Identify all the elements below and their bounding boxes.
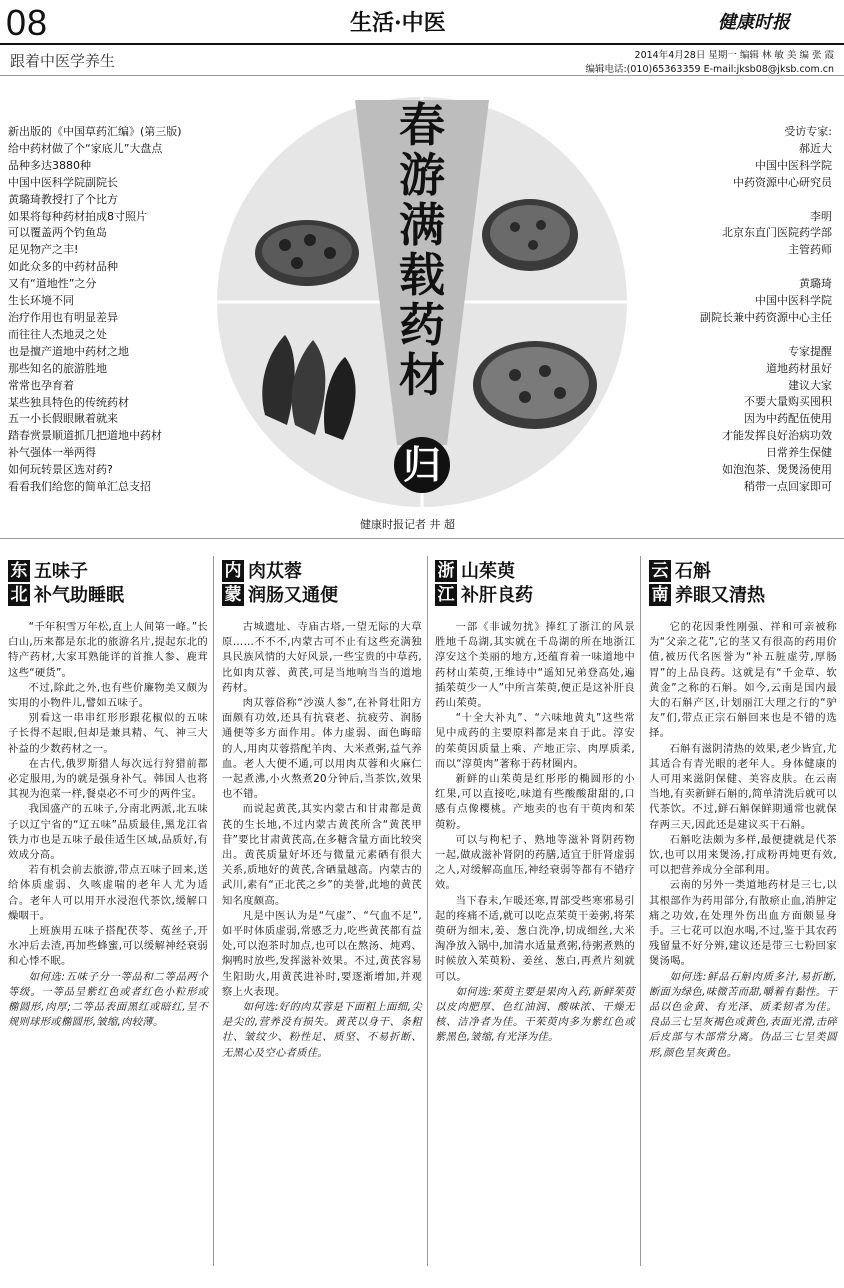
intro-line: 如何玩转景区选对药? bbox=[8, 463, 113, 477]
intro-line: 五一小长假眼瞅着就来 bbox=[8, 412, 118, 426]
expert-line: 中国中医科学院 bbox=[755, 294, 832, 308]
intro-text bbox=[8, 124, 268, 496]
herb-benefit: 补气助睡眠 bbox=[34, 585, 124, 606]
expert-line bbox=[652, 192, 832, 209]
region-badge bbox=[8, 560, 30, 606]
region-char: 内 bbox=[222, 560, 244, 582]
expert-line: 主管药师 bbox=[788, 243, 832, 257]
herb-name: 五味子 bbox=[34, 561, 88, 582]
date-editors: 2014年4月28日 星期一 编辑 林 敏 美 编 张 霞 bbox=[634, 50, 834, 61]
feature-title-end: 归 bbox=[402, 442, 441, 487]
expert-line: 才能发挥良好治病功效 bbox=[722, 429, 832, 443]
intro-line: 黄璐琦教授打了个比方 bbox=[8, 192, 118, 206]
expert-line: 中国中医科学院 bbox=[755, 158, 832, 172]
expert-line: 不要大量购买囤积 bbox=[744, 395, 832, 409]
header-underline bbox=[0, 75, 844, 76]
article-zhejiang bbox=[435, 560, 635, 1046]
intro-line: 品种多达3880种 bbox=[8, 158, 91, 172]
intro-line: 又有“道地性”之分 bbox=[8, 277, 97, 291]
paragraph: 古城遗址、寺庙古塔,一望无际的大草原……不不不,内蒙古可不止有这些充满独具民族风情的大好风景,一些宝贵的中草药,比如肉苁蓉、黄芪,可是当地响当当的道地药材。 bbox=[222, 621, 422, 694]
herb-benefit: 养眼又清热 bbox=[675, 585, 765, 606]
region-badge bbox=[435, 560, 457, 606]
expert-line: 中药资源中心研究员 bbox=[733, 175, 832, 189]
column-divider bbox=[640, 556, 641, 1266]
expert-line: 黄璐琦 bbox=[799, 277, 832, 291]
paragraph: 石斛吃法颇为多样,最便捷就是代茶饮,也可以用来煲汤,打成粉再炖更有效,可以把营养成分全部利用。 bbox=[649, 833, 837, 877]
masthead-logo: 健康时报 bbox=[718, 12, 790, 33]
region-char: 北 bbox=[8, 584, 30, 606]
herb-cornus-icon bbox=[482, 199, 578, 271]
paragraph: “千年积雪万年松,直上人间第一峰。”长白山,历来都是东北的旅游名片,提起东北的特产药材,大家耳熟能详的首推人参、鹿茸这些“硬货”。 bbox=[8, 621, 208, 679]
paragraph: 凡是中医认为是“气虚”、“气血不足”,如平时体质虚弱,常感乏力,吃些黄芪都有益处,可以泡茶时加点,也可以在熬汤、炖鸡、焖鸭时放些,发挥滋补效果。不过,黄芪容易生阳助火,用黄芪进补时,要逐渐增加,并观察上火表现。 bbox=[222, 909, 422, 998]
paragraph: 在古代,俄罗斯猎人每次远行狩猎前都必定服用,为的就是强身补气。韩国人也将其视为泡菜一样,餐桌必不可少的两件宝。 bbox=[8, 757, 208, 801]
region-char: 南 bbox=[649, 584, 671, 606]
expert-line: 日常养生保健 bbox=[766, 446, 832, 460]
article-northeast bbox=[8, 560, 208, 1030]
article-body bbox=[649, 620, 837, 1061]
article-header bbox=[8, 560, 208, 612]
page-number: 08 bbox=[6, 2, 49, 43]
byline: 健康时报记者 井 超 bbox=[360, 518, 455, 531]
expert-line: 稍带一点回家即可 bbox=[744, 479, 832, 493]
paragraph: 当下春末,乍暖还寒,胃部受些寒邪易引起的疼痛不适,就可以吃点茱萸干姜粥,将茱萸研为细末,姜、葱白洗净,切成细丝,大米淘净放入锅中,加清水适量煮粥,待粥煮熟的时候放入茱萸粉、姜丝、葱白,再煮片刻就可以。 bbox=[435, 894, 635, 983]
intro-line: 中国中医科学院副院长 bbox=[8, 175, 118, 189]
paragraph: 肉苁蓉俗称“沙漠人参”,在补肾壮阳方面颇有功效,还具有抗衰老、抗疲劳、润肠通便等多方面作用。体力虚弱、面色晦暗的人,用肉苁蓉搭配羊肉、大米煮粥,益气养血。老人大便不通,可以用肉苁蓉和火麻仁一起煮沸,小火熬煮20分钟后,当茶饮,效果也不错。 bbox=[222, 697, 422, 801]
intro-line: 治疗作用也有明显差异 bbox=[8, 310, 118, 324]
paragraph: 云南的另外一类道地药材是三七,以其根部作为药用部分,有散瘀止血,消肿定痛之功效,在处理外伤出血方面颇显身手。三七花可以泡水喝,不过,鉴于其农药残留量不好分辨,建议还是带三七粉回家煲汤喝。 bbox=[649, 879, 837, 968]
how-to-choose: 如何选:茱萸主要是果肉入药,新鲜茱萸以皮肉肥厚、色红油润、酸味浓、干燥无核、洁净者为佳。干茱萸肉多为紫红色或紫黑色,皱缩,有光泽为佳。 bbox=[435, 985, 635, 1044]
paragraph: 而说起黄芪,其实内蒙古和甘肃都是黄芪的生长地,不过内蒙古黄芪所含“黄芪甲苷”要比甘肃黄芪高,在多糖含量方面比较突出。黄芪质量好坏还与微量元素硒有很大关系,质地好的黄芪,含硒量越高。内蒙古的武川,素有“正北芪之乡”的美誉,此地的黄芪知名度颇高。 bbox=[222, 803, 422, 907]
column-name: 跟着中医学养生 bbox=[10, 52, 116, 70]
region-char: 东 bbox=[8, 560, 30, 582]
article-header bbox=[222, 560, 422, 612]
paragraph: “十全大补丸”、“六味地黄丸”这些常见中成药的主要原料都是来自于此。淳安的茱萸因质量上乘、产地正宗、肉厚质柔,而以“淳萸肉”著称于药材圈内。 bbox=[435, 712, 635, 770]
expert-line: 北京东直门医院药学部 bbox=[722, 226, 832, 240]
header-rule bbox=[0, 43, 844, 45]
intro-line: 那些知名的旅游胜地 bbox=[8, 361, 107, 375]
how-to-choose: 如何选:好的肉苁蓉是下面粗上面细,尖是尖的,营养没有损失。黄芪以身干、条粗壮、皱纹少、粉性足、质坚、不易折断、无黑心及空心者质佳。 bbox=[222, 1001, 422, 1059]
herb-benefit: 补肝良药 bbox=[461, 585, 533, 606]
expert-line: 如泡泡茶、煲煲汤使用 bbox=[722, 463, 832, 477]
expert-line: 建议大家 bbox=[788, 378, 832, 392]
intro-line: 生长环境不同 bbox=[8, 294, 74, 308]
expert-line: 受访专家: bbox=[784, 125, 832, 138]
column-divider bbox=[427, 556, 428, 1266]
feature-title: 春游满载药材 bbox=[399, 98, 445, 402]
article-body bbox=[435, 620, 635, 1046]
herb-name: 石斛 bbox=[675, 561, 711, 582]
intro-line: 足见物产之丰! bbox=[8, 243, 79, 257]
article-title bbox=[248, 560, 338, 608]
intro-line: 可以覆盖两个钓鱼岛 bbox=[8, 226, 107, 240]
region-char: 蒙 bbox=[222, 584, 244, 606]
expert-line: 因为中药配伍使用 bbox=[744, 412, 832, 426]
intro-line: 常常也孕育着 bbox=[8, 378, 74, 392]
article-inner-mongolia bbox=[222, 560, 422, 1061]
expert-line: 道地药材虽好 bbox=[766, 361, 832, 375]
region-char: 江 bbox=[435, 584, 457, 606]
paragraph: 别看这一串串红形形跟花椒似的五味子长得不起眼,但却是兼具精、气、神三大补益的少数药材之一。 bbox=[8, 712, 208, 755]
intro-line: 踏春赏景顺道抓几把道地中药材 bbox=[8, 429, 162, 443]
article-title bbox=[34, 560, 124, 608]
how-to-choose: 如何选:五味子分一等品和二等品两个等级。一等品呈紫红色或者红色小粒形或椭圆形,肉厚;二等品表面黑红或暗红,呈不规则球形或椭圆形,皱缩,肉较薄。 bbox=[8, 970, 208, 1029]
section-rule bbox=[0, 538, 844, 539]
intro-line: 也是擅产道地中药材之地 bbox=[8, 344, 129, 358]
contact-line: 编辑电话:(010)65363359 E-mail:jksb08@jksb.com.cn bbox=[585, 64, 834, 75]
article-title bbox=[675, 560, 765, 608]
intro-line: 而往往人杰地灵之处 bbox=[8, 327, 107, 341]
expert-line: 郝近大 bbox=[799, 141, 832, 155]
herb-benefit: 润肠又通便 bbox=[248, 585, 338, 606]
article-header bbox=[435, 560, 635, 612]
expert-line: 李明 bbox=[810, 209, 832, 223]
expert-line: 专家提醒 bbox=[788, 344, 832, 358]
expert-line: 副院长兼中药资源中心主任 bbox=[700, 310, 832, 324]
paragraph: 上班族用五味子搭配茯苓、菟丝子,开水冲后去渣,再加些蜂蜜,可以缓解神经衰弱和心悸不眠。 bbox=[8, 925, 208, 968]
region-char: 浙 bbox=[435, 560, 457, 582]
article-yunnan bbox=[649, 560, 837, 1061]
paragraph: 不过,除此之外,也有些价廉物美又颇为实用的小物件儿,譬如五味子。 bbox=[8, 681, 208, 710]
paragraph: 若有机会前去旅游,带点五味子回来,送给体质虚弱、久咳虚喘的老年人尤为适合。老年人可以用开水浸泡代茶饮,缓解口燥咽干。 bbox=[8, 864, 208, 922]
herb-name: 山茱萸 bbox=[461, 561, 515, 582]
paragraph: 可以与枸杞子、熟地等滋补肾阴药物一起,做成滋补肾阴的药膳,适宜于肝肾虚弱之人,对缓解高血压,神经衰弱等都有不错疗效。 bbox=[435, 833, 635, 892]
column-divider bbox=[213, 556, 214, 1266]
article-body bbox=[222, 620, 422, 1061]
experts-text bbox=[652, 124, 832, 496]
paragraph: 它的花因秉性刚强、祥和可亲被称为“父亲之花”,它的茎又有很高的药用价值,被历代名医誉为“补五脏虚劳,厚肠胃”的上品良药。这就是有“千金草、软黄金”之称的石斛。如今,云南是国内最大的石斛产区,计划丽江大理之行的“驴友”们,带点正宗石斛回来也是不错的选择。 bbox=[649, 621, 837, 740]
intro-line: 给中药材做了个“家底儿”大盘点 bbox=[8, 141, 163, 155]
article-header bbox=[649, 560, 837, 612]
herb-dendrobium-icon bbox=[473, 341, 597, 429]
how-to-choose: 如何选:鲜品石斛肉质多汁,易折断,断面为绿色,味微苦而甜,嚼着有黏性。干品以色金黄、有光泽、质柔韧者为佳。良品三七呈灰褐色或黄色,表面光滑,击碎后皮部与木部常分离。伪品三七呈类圆形,颜色呈灰黄色。 bbox=[649, 970, 837, 1059]
region-badge bbox=[649, 560, 671, 606]
herb-name: 肉苁蓉 bbox=[248, 561, 302, 582]
intro-line: 补气强体一举两得 bbox=[8, 446, 96, 460]
intro-line: 看看我们给您的简单汇总支招 bbox=[8, 480, 151, 494]
intro-line: 如果将每种药材拍成8寸照片 bbox=[8, 209, 147, 223]
section-title: 生活·中医 bbox=[350, 10, 446, 36]
expert-line bbox=[652, 327, 832, 344]
region-badge bbox=[222, 560, 244, 606]
herb-schisandra-icon bbox=[255, 220, 359, 286]
expert-line bbox=[652, 259, 832, 276]
paragraph: 我国盛产的五味子,分南北两派,北五味子以辽宁省的“辽五味”品质最佳,黑龙江省铁力市也是五味子最佳适生区域,品质好,有效成分高。 bbox=[8, 803, 208, 862]
intro-line: 如此众多的中药材品种 bbox=[8, 260, 118, 274]
intro-line: 新出版的《中国草药汇编》(第三版) bbox=[8, 125, 182, 138]
intro-line: 某些独具特色的传统药材 bbox=[8, 395, 129, 409]
paragraph: 一部《非诚勿扰》捧红了浙江的风景胜地千岛湖,其实就在千岛湖的所在地浙江淳安这个美丽的地方,还蕴育着一味道地中药材山茱萸,王维诗中“遥知兄弟登高处,遍插茱萸少一人”中所言茱萸,便正是这补肝良药山茱萸。 bbox=[435, 621, 635, 710]
article-body bbox=[8, 620, 208, 1030]
paragraph: 新鲜的山茱萸是红彤彤的椭圆形的小红果,可以直接吃,味道有些酸酸甜甜的,口感有点像樱桃。产地卖的也有干萸肉和茱萸粉。 bbox=[435, 773, 635, 831]
paragraph: 石斛有滋阴清热的效果,老少皆宜,尤其适合有青光眼的老年人。身体健康的人可用来滋阴保健、美容皮肤。在云南当地,有卖新鲜石斛的,简单清洗后就可以代茶饮。不过,鲜石斛保鲜期通常也就保存两三天,因此还是建议买干石斛。 bbox=[649, 742, 837, 831]
article-title bbox=[461, 560, 533, 608]
region-char: 云 bbox=[649, 560, 671, 582]
